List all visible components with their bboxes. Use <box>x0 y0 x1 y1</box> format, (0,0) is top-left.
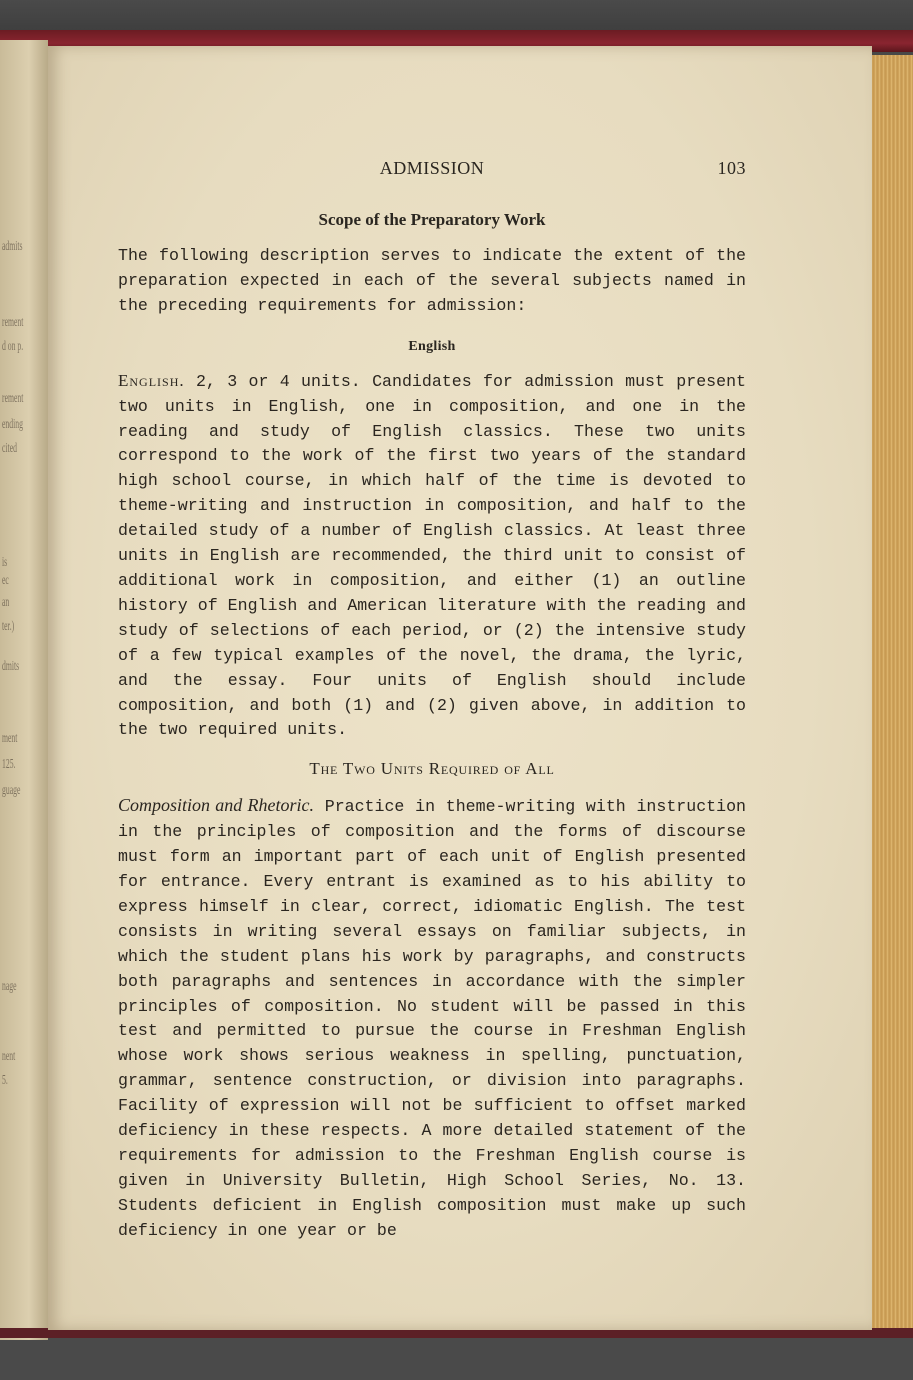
two-units-heading: The Two Units Required of All <box>309 759 555 779</box>
page-content <box>118 158 746 1244</box>
english-subhead: English <box>408 338 456 354</box>
bleed-word: ec <box>2 573 9 588</box>
english-paragraph <box>118 369 746 744</box>
facing-page-edge <box>0 40 48 1340</box>
page-number: 103 <box>717 158 746 178</box>
facing-page-text-bleed <box>0 40 40 1340</box>
composition-paragraph-body: Practice in theme-writing with instruction in the principles of composition and the forms of discourse must form an important part of each unit of English presented for entrance. Every entrant is examined as to his ability to express himself in clear, correct, idiomatic English. The test consists in writing several essays on familiar subjects, in which the student plans his work by paragraphs, and constructs both paragraphs and sentences in accordance with the simpler principles of composition. No student will be passed in this test and permitted to pursue the course in Freshman English whose work shows serious weakness in spelling, punctuation, grammar, sentence construction, or division into paragraphs. Facility of expression will not be sufficient to offset marked deficiency in these respects. A more detailed statement of the requirements for admission to the Freshman English course is given in University Bulletin, High School Series, No. 13. Students deficient in English composition must make up such deficiency in one year or be <box>118 797 746 1240</box>
bleed-word: rement <box>2 315 24 330</box>
bleed-word: ter.) <box>2 619 15 634</box>
bleed-word: is <box>2 555 8 570</box>
bleed-word: admits <box>2 239 23 254</box>
bleed-word: ending <box>2 417 23 432</box>
bleed-word: d on p. <box>2 339 24 354</box>
bleed-word: an <box>2 595 10 610</box>
bleed-word: dmits <box>2 659 20 674</box>
running-head <box>118 158 746 186</box>
bleed-word: cited <box>2 441 17 456</box>
english-paragraph-lead: English. <box>118 370 185 390</box>
composition-paragraph-lead: Composition and Rhetoric. <box>118 795 315 816</box>
composition-paragraph <box>118 793 746 1243</box>
bleed-word: guage <box>2 783 21 798</box>
book-page-edges <box>870 55 913 1330</box>
book-page <box>48 46 872 1330</box>
section-title: Scope of the Preparatory Work <box>318 210 546 229</box>
bleed-word: nage <box>2 979 17 994</box>
bleed-word: rement <box>2 391 24 406</box>
english-paragraph-body: 2, 3 or 4 units. Candidates for admission must present two units in English, one in composition, and one in the reading and study of English classics. These two units correspond to the work of the first two years of the standard high school course, in which half of the time is devoted to theme-writing and instruction in composition, and half to the detailed study of a number of English classics. At least three units in English are recommended, the third unit to consist of additional work in composition, and either (1) an outline history of English and American literature with the reading and study of selections of each period, or (2) the intensive study of a few typical examples of the novel, the drama, the lyric, and the essay. Four units of English should include composition, and both (1) and (2) given above, in addition to the two required units. <box>118 371 746 740</box>
bleed-word: nent <box>2 1049 16 1064</box>
bleed-word: ment <box>2 731 18 746</box>
intro-paragraph: The following description serves to indicate the extent of the preparation expected in each of the several subjects named in the preceding requirements for admission: <box>118 246 746 315</box>
bleed-word: 5. <box>2 1073 8 1088</box>
running-head-title: ADMISSION <box>379 158 485 178</box>
bleed-word: 125. <box>2 757 16 772</box>
